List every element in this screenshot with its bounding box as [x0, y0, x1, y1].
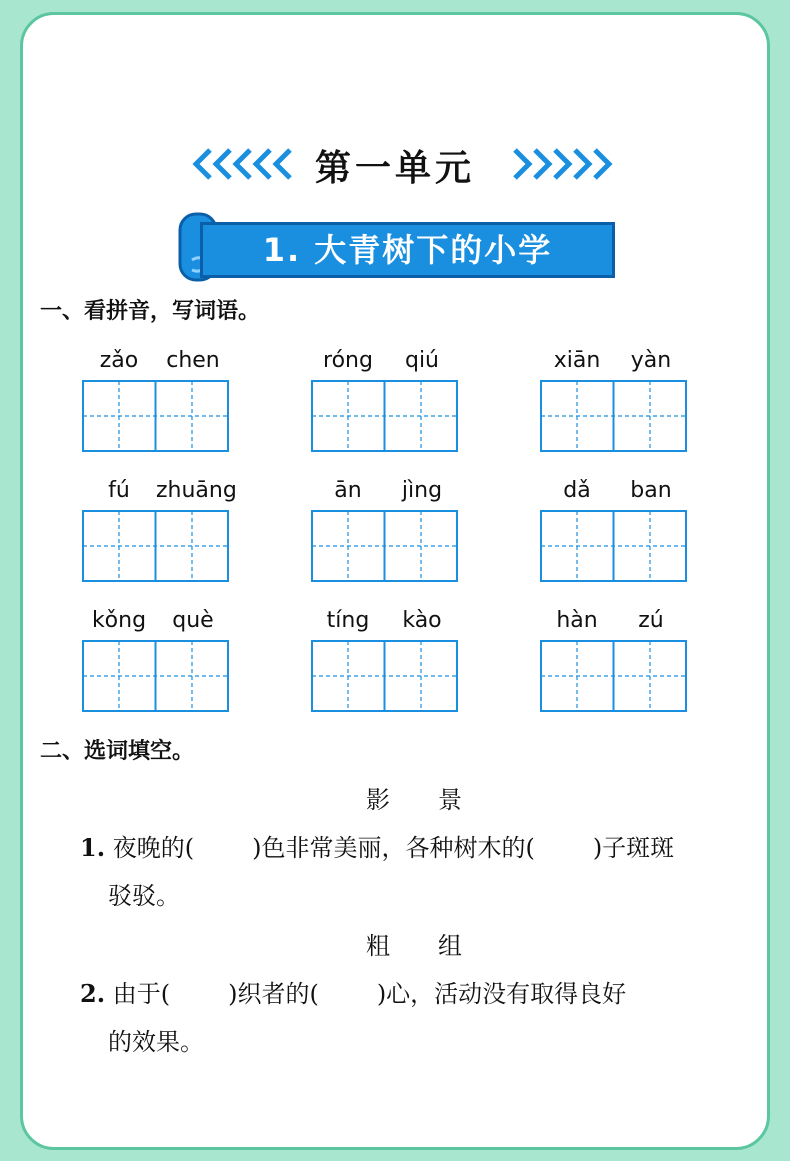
q1-choices: 影 景	[366, 786, 474, 814]
q2-line1	[80, 974, 626, 1009]
q1-line2: 驳驳。	[108, 882, 180, 910]
writing-grid[interactable]	[311, 640, 458, 712]
pinyin-syllable: qiú	[404, 348, 440, 373]
writing-grid[interactable]	[82, 640, 229, 712]
right-chevrons-icon	[505, 146, 615, 182]
writing-grid[interactable]	[311, 380, 458, 452]
pinyin-syllable: fú	[108, 478, 130, 503]
q1-text-c: )子斑斑	[592, 834, 675, 862]
pinyin-syllable: róng	[323, 348, 373, 373]
q2-number: 2.	[80, 979, 106, 1008]
pinyin-syllable: ban	[630, 478, 672, 503]
unit-title: 第一单元	[314, 148, 475, 189]
q1-text-a: 夜晚的(	[112, 834, 195, 862]
pinyin-syllable: xiān	[553, 348, 601, 373]
pinyin-syllable: ān	[334, 478, 362, 503]
pinyin-syllable: zǎo	[99, 348, 139, 373]
q2-text-a: 由于(	[112, 980, 171, 1008]
writing-grid[interactable]	[82, 380, 229, 452]
pinyin-syllable: kǒng	[91, 608, 147, 633]
writing-grid[interactable]	[540, 510, 687, 582]
q2-line2: 的效果。	[108, 1028, 204, 1056]
q1-text-b: )色非常美丽，各种树木的(	[252, 834, 535, 862]
writing-grid[interactable]	[540, 380, 687, 452]
pinyin-syllable: kào	[402, 608, 442, 633]
q2-text-c: )心，活动没有取得良好	[376, 980, 627, 1008]
pinyin-syllable: jìng	[401, 478, 443, 503]
writing-grid[interactable]	[540, 640, 687, 712]
pinyin-syllable: hàn	[556, 608, 598, 633]
writing-grid[interactable]	[82, 510, 229, 582]
pinyin-syllable: dǎ	[563, 478, 591, 503]
q2-text-b: )织者的(	[228, 980, 319, 1008]
section1-heading: 一、看拼音，写词语。	[40, 299, 261, 324]
section2-heading: 二、选词填空。	[40, 739, 195, 764]
pinyin-syllable: zú	[638, 608, 664, 633]
lesson-title-banner: 1. 大青树下的小学	[200, 222, 615, 278]
writing-grid[interactable]	[311, 510, 458, 582]
q1-number: 1.	[80, 833, 106, 862]
pinyin-syllable: zhuāng	[156, 478, 237, 503]
pinyin-syllable: yàn	[630, 348, 672, 373]
pinyin-syllable: què	[172, 608, 214, 633]
q1-line1	[80, 828, 674, 863]
pinyin-syllable: chen	[166, 348, 220, 373]
q2-choices: 粗 组	[366, 932, 474, 960]
pinyin-syllable: tíng	[326, 608, 370, 633]
